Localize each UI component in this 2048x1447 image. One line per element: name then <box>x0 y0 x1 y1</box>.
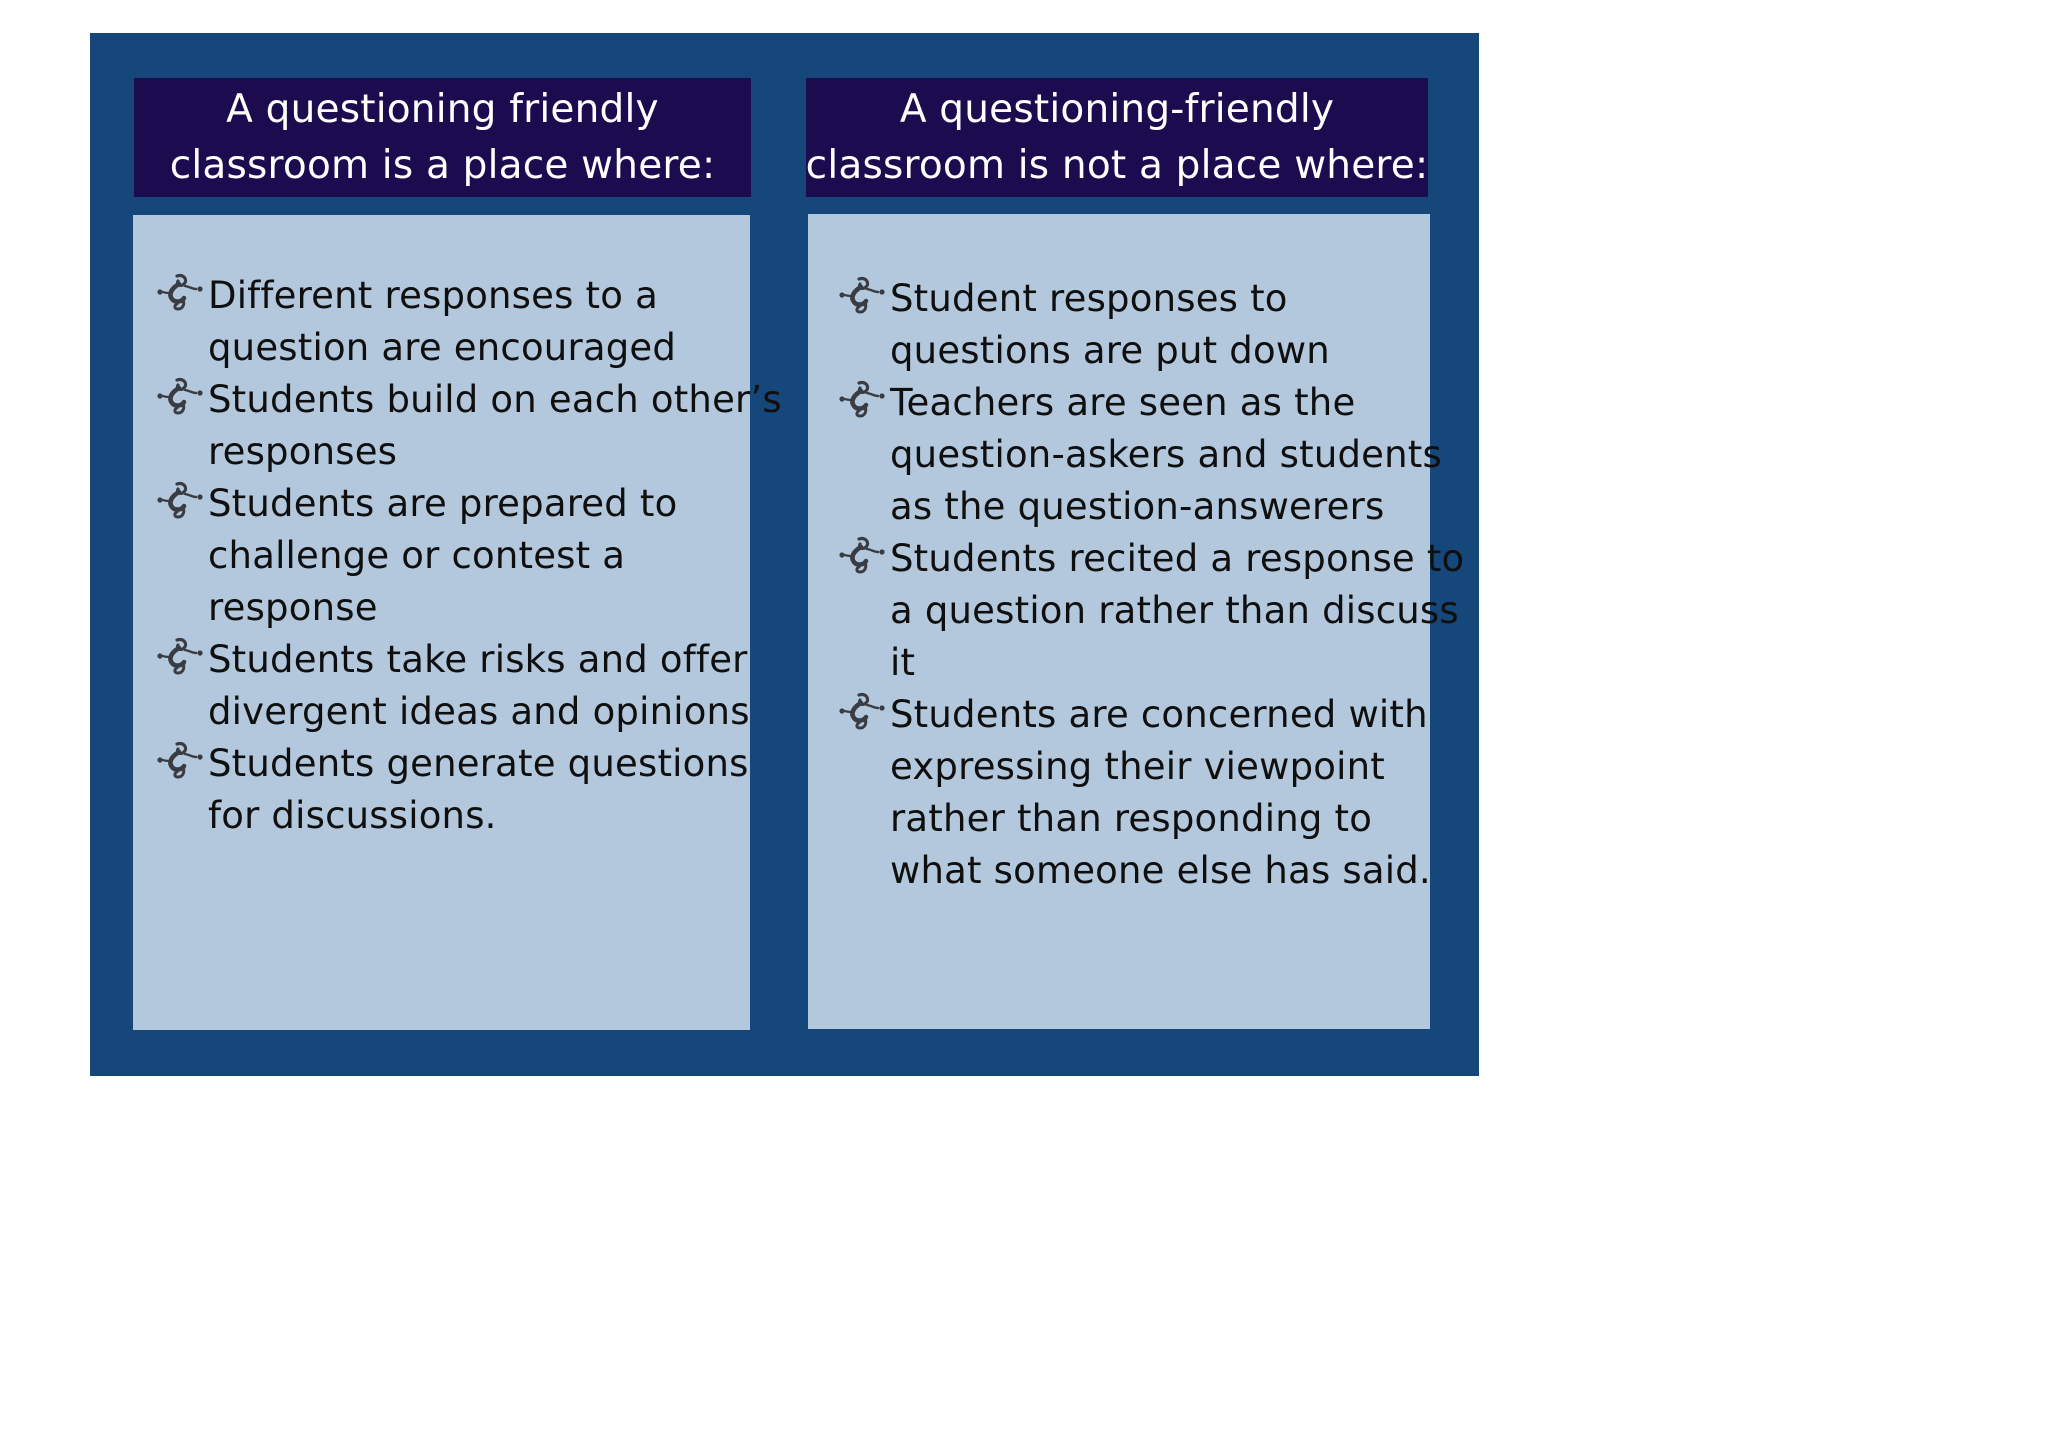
flourish-bullet-icon <box>157 272 203 314</box>
list-item <box>157 270 757 374</box>
list-item <box>839 689 1439 897</box>
list-item <box>157 634 757 738</box>
heading-line: classroom is a place where: <box>169 142 716 188</box>
list-item <box>157 374 782 478</box>
item-line: divergent ideas and opinions <box>208 690 750 733</box>
item-line: response <box>208 586 378 629</box>
flourish-bullet-icon <box>157 376 203 418</box>
item-line: Students take risks and offer <box>208 638 748 681</box>
flourish-bullet-icon <box>839 535 885 577</box>
list-item <box>839 533 1465 689</box>
right-bullet-list <box>839 273 1465 897</box>
item-line: Students recited a response to <box>890 537 1465 580</box>
item-line: Student responses to <box>890 277 1288 320</box>
item-line: it <box>890 641 916 684</box>
item-line: question are encouraged <box>208 326 677 369</box>
flourish-bullet-icon <box>157 636 203 678</box>
item-line: responses <box>208 430 398 473</box>
heading-line: A questioning-friendly <box>899 86 1335 132</box>
item-line: rather than responding to <box>890 797 1373 840</box>
item-line: challenge or contest a <box>208 534 626 577</box>
flourish-bullet-icon <box>839 275 885 317</box>
list-item <box>839 273 1439 377</box>
item-line: Teachers are seen as the <box>890 381 1356 424</box>
list-item <box>839 377 1442 533</box>
left-column-heading <box>134 78 751 197</box>
item-line: questions are put down <box>890 329 1330 372</box>
flourish-bullet-icon <box>839 691 885 733</box>
item-line: Different responses to a <box>208 274 658 317</box>
flourish-bullet-icon <box>157 740 203 782</box>
item-line: Students are concerned with <box>890 693 1428 736</box>
item-line: question-askers and students <box>890 433 1442 476</box>
item-line: expressing their viewpoint <box>890 745 1385 788</box>
right-column-heading <box>806 78 1428 197</box>
list-item <box>157 738 757 842</box>
item-line: Students are prepared to <box>208 482 678 525</box>
item-line: for discussions. <box>208 794 497 837</box>
item-line: Students build on each other’s <box>208 378 782 421</box>
item-line: Students generate questions <box>208 742 749 785</box>
flourish-bullet-icon <box>839 379 885 421</box>
list-item <box>157 478 757 634</box>
item-line: a question rather than discuss <box>890 589 1459 632</box>
left-bullet-list <box>157 270 782 842</box>
heading-line: classroom is not a place where: <box>805 142 1429 188</box>
item-line: what someone else has said. <box>890 849 1431 892</box>
flourish-bullet-icon <box>157 480 203 522</box>
item-line: as the question-answerers <box>890 485 1385 528</box>
heading-line: A questioning friendly <box>226 86 659 132</box>
